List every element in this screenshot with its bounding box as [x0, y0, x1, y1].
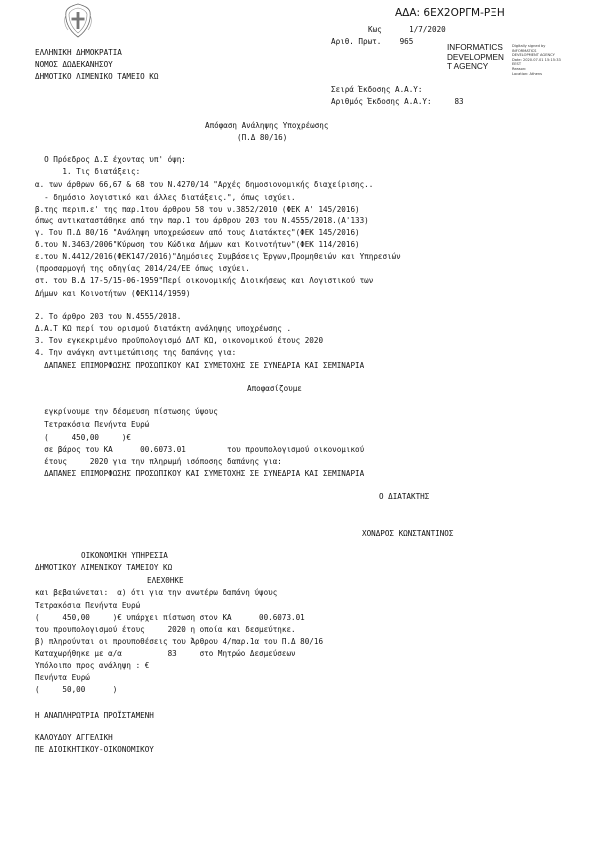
- finance-line: Πενήντα Ευρώ: [35, 673, 90, 682]
- finance-heading: ΟΙΚΟΝΟΜΙΚΗ ΥΠΗΡΕΣΙΑ: [81, 551, 168, 560]
- head-title: Η ΑΝΑΠΛΗΡΩΤΡΙΑ ΠΡΟΪΣΤΑΜΕΝΗ: [35, 711, 154, 720]
- finance-line: και βεβαιώνεται: α) ότι για την ανωτέρω δαπάνη ύψους: [35, 588, 278, 597]
- body-line: 2. Το άρθρο 203 του Ν.4555/2018.: [35, 312, 182, 321]
- decision-line: σε βάρος του ΚΑ 00.6073.01 του προυπολογισμού οικονομικού: [35, 445, 365, 454]
- signatory-role: Ο ΔΙΑΤΑΚΤΗΣ: [379, 492, 430, 501]
- ada-code: ΑΔΑ: 6ΕΧ2ΟΡΓΜ-ΡΞΗ: [395, 7, 505, 19]
- body-line: α. των άρθρων 66,67 & 68 του Ν.4270/14 "Αρχές δημοσιονομικής διαχείρισης..: [35, 180, 374, 189]
- body-line: 4. Την ανάγκη αντιμετώπισης της δαπάνης για:: [35, 348, 237, 357]
- finance-line: Υπόλοιπο προς ανάληψη : €: [35, 661, 150, 670]
- signatory-name: ΧΟΝΔΡΟΣ ΚΩΝΣΤΑΝΤΙΝΟΣ: [362, 529, 454, 538]
- signature-stamp-title: [447, 43, 504, 72]
- finance-line: ( 50,00 ): [35, 685, 118, 694]
- body-line: Ο Πρόεδρος Δ.Σ έχοντας υπ' όψη:: [35, 155, 186, 164]
- greek-emblem-icon: [62, 3, 94, 39]
- body-line: β.της περιπ.ε' της παρ.1του άρθρου 58 του ν.3852/2010 (ΦΕΚ Α' 145/2016): [35, 205, 360, 214]
- issuer-line-2: ΝΟΜΟΣ ΔΩΔΕΚΑΝΗΣΟΥ: [35, 60, 113, 69]
- body-line: όπως αντικαταστάθηκε από την παρ.1 του άρθρου 203 του Ν.4555/2018.(Α'133): [35, 216, 369, 225]
- decision-heading: Αποφασίζουμε: [247, 384, 302, 393]
- body-line: ε.του Ν.4412/2016(ΦΕΚ147/2016)"Δημόσιες Συμβάσεις Έργων,Προμηθειών και Υπηρεσιών: [35, 252, 401, 261]
- body-line: Δήμων και Κοινοτήτων (ΦΕΚ114/1959): [35, 289, 191, 298]
- decision-line: ( 450,00 )€: [35, 433, 132, 442]
- decision-line: ΔΑΠΑΝΕΣ ΕΠΙΜΟΡΦΩΣΗΣ ΠΡΟΣΩΠΙΚΟΥ ΚΑΙ ΣΥΜΕΤΟΧΗΣ ΣΕ ΣΥΝΕΔΡΙΑ ΚΑΙ ΣΕΜΙΝΑΡΙΑ: [35, 469, 365, 478]
- finance-line: του προυπολογισμού έτους 2020 η οποία και δεσμεύτηκε.: [35, 625, 296, 634]
- body-line: Δ.Α.Τ ΚΩ περί του ορισμού διατάκτη ανάληψης υποχρέωσης .: [35, 324, 292, 333]
- body-line: στ. του Β.Δ 17-5/15-06-1959"Περί οικονομικής Διοικήσεως και Λογιστικού των: [35, 276, 374, 285]
- issuer-line-1: ΕΛΛΗΝΙΚΗ ΔΗΜΟΚΡΑΤΙΑ: [35, 48, 122, 57]
- protocol-number: Αριθ. Πρωτ. 965: [331, 37, 414, 46]
- body-line: γ. Του Π.Δ 80/16 "Ανάληψη υποχρεώσεων από τους Διατάκτες"(ΦΕΚ 145/2016): [35, 228, 360, 237]
- body-line: ΔΑΠΑΝΕΣ ΕΠΙΜΟΡΦΩΣΗΣ ΠΡΟΣΩΠΙΚΟΥ ΚΑΙ ΣΥΜΕΤΟΧΗΣ ΣΕ ΣΥΝΕΔΡΙΑ ΚΑΙ ΣΕΜΙΝΑΡΙΑ: [35, 361, 365, 370]
- series-line: Σειρά Έκδοσης Α.Α.Υ:: [331, 85, 423, 94]
- finance-line: Καταχωρήθηκε με α/α 83 στο Μητρώο Δεσμεύσεων: [35, 649, 296, 658]
- issuer-line-3: ΔΗΜΟΤΙΚΟ ΛΙΜΕΝΙΚΟ ΤΑΜΕΙΟ ΚΩ: [35, 72, 159, 81]
- finance-line: Τετρακόσια Πενήντα Ευρώ: [35, 601, 141, 610]
- body-line: δ.του Ν.3463/2006"Κύρωση του Κώδικα Δήμων και Κοινοτήτων"(ΦΕΚ 114/2016): [35, 240, 360, 249]
- place-date: Κως 1/7/2020: [368, 25, 446, 34]
- head-name: ΚΑΛΟΥΔΟΥ ΑΓΓΕΛΙΚΗ: [35, 733, 113, 742]
- signature-stamp-details: Digitally signed by INFORMATICS DEVELOPMENT AGENCY Date: 2020.07.01 15:15:33 EEST Reason: Location: Athens: [512, 44, 561, 76]
- finance-line: ( 450,00 )€ υπάρχει πίστωση στον ΚΑ 00.6073.01: [35, 613, 305, 622]
- finance-org: ΔΗΜΟΤΙΚΟΥ ΛΙΜΕΝΙΚΟΥ ΤΑΜΕΙΟΥ ΚΩ: [35, 563, 173, 572]
- body-line: 1. Τις διατάξεις:: [35, 167, 141, 176]
- body-line: (προσαρμογή της οδηγίας 2014/24/ΕΕ όπως ισχύει.: [35, 264, 250, 273]
- finance-line: β) πληρούνται οι προυποθέσεις του Άρθρου 4/παρ.1α του Π.Δ 80/16: [35, 637, 324, 646]
- body-line: 3. Τον εγκεκριμένο προϋπολογισμό ΔΛΤ ΚΩ, οικονομικού έτους 2020: [35, 336, 324, 345]
- number-line: Αριθμός Έκδοσης Α.Α.Υ: 83: [331, 97, 464, 106]
- decision-line: Τετρακόσια Πενήντα Ευρώ: [35, 420, 150, 429]
- informatics-line-1: INFORMATICS: [447, 43, 503, 52]
- informatics-line-3: T AGENCY: [447, 62, 489, 71]
- body-line: - δημόσιο λογιστικό και άλλες διατάξεις.", όπως ισχύει.: [35, 193, 296, 202]
- decision-line: έτους 2020 για την πληρωμή ισόποσης δαπάνης για:: [35, 457, 282, 466]
- decision-line: εγκρίνουμε την δέσμευση πίστωσης ύψους: [35, 407, 218, 416]
- head-rank: ΠΕ ΔΙΟΙΚΗΤΙΚΟΥ-ΟΙΚΟΝΟΜΙΚΟΥ: [35, 745, 154, 754]
- finance-checked: ΕΛΕΧΘΗΚΕ: [147, 576, 184, 585]
- informatics-line-2: DEVELOPMEN: [447, 52, 504, 62]
- title-line-2: (Π.Δ 80/16): [237, 133, 288, 142]
- title-line-1: Απόφαση Ανάληψης Υποχρέωσης: [205, 121, 329, 130]
